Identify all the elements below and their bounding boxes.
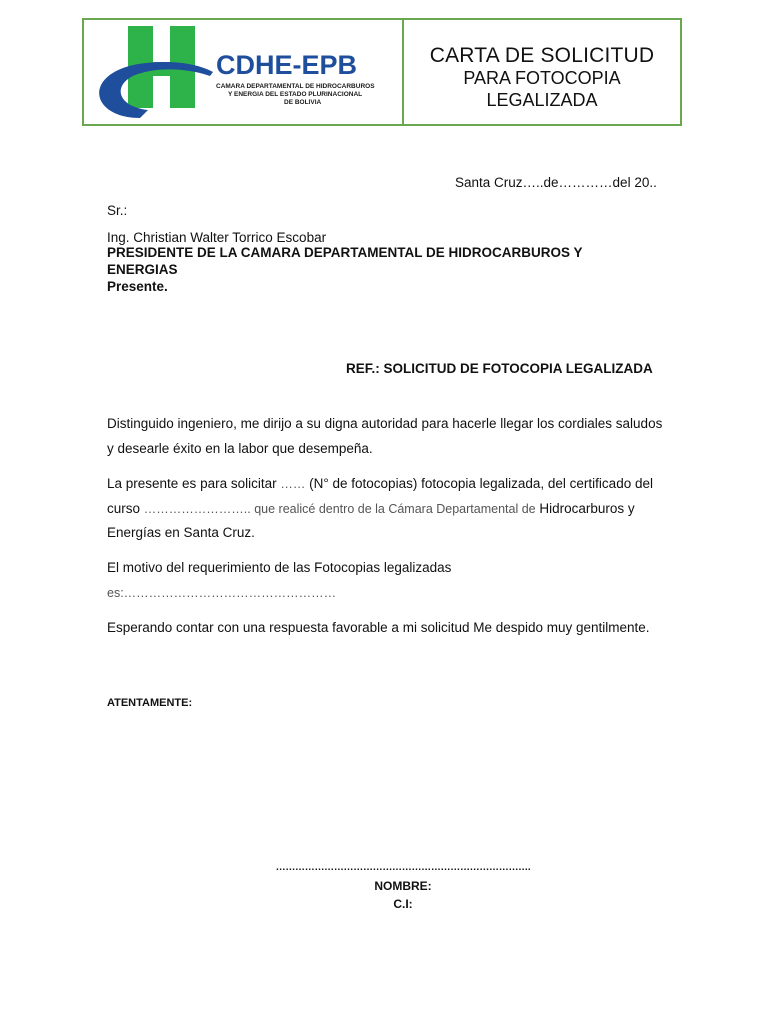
recipient-title-2: ENERGIAS xyxy=(107,262,178,277)
p2-text-b: (N° de fotocopias) fotocopia legalizada, del certificado del curso xyxy=(107,476,653,516)
cdhe-logo xyxy=(88,22,400,122)
logo-subtitle-2: Y ENERGIA DEL ESTADO PLURINACIONAL xyxy=(228,91,363,98)
signature-line: ……………………………………………………………………. xyxy=(275,862,531,873)
recipient-title-1: PRESIDENTE DE LA CAMARA DEPARTAMENTAL DE HIDROCARBUROS Y xyxy=(107,245,583,260)
p3-text-a: El motivo del requerimiento de las Fotocopias legalizadas xyxy=(107,560,452,575)
salutation: Sr.: xyxy=(107,203,128,218)
p2-text-c: Hidrocarburos y Energías en Santa Cruz. xyxy=(107,500,635,540)
title-line-2: PARA FOTOCOPIA xyxy=(463,68,621,88)
reference-line: REF.: SOLICITUD DE FOTOCOPIA LEGALIZADA xyxy=(346,361,653,376)
logo-subtitle-3: DE BOLIVIA xyxy=(284,99,322,106)
paragraph-1: Distinguido ingeniero, me dirijo a su digna autoridad para hacerle llegar los cordiales saludos y desearle éxito en la labor que desempeña. xyxy=(107,416,663,456)
paragraph-4: Esperando contar con una respuesta favorable a mi solicitud Me despido muy gentilmente. xyxy=(107,620,650,635)
title-line-3: LEGALIZADA xyxy=(486,90,598,110)
closing: ATENTAMENTE: xyxy=(107,697,193,709)
paragraph-2 xyxy=(107,472,667,546)
logo-subtitle-1: CAMARA DEPARTAMENTAL DE HIDROCARBUROS xyxy=(216,83,375,90)
p3-reason-blank: es:…………………………………………… xyxy=(107,585,337,600)
title-line-1: CARTA DE SOLICITUD xyxy=(429,44,655,67)
date-line: Santa Cruz…..de…………del 20.. xyxy=(455,175,657,190)
paragraph-3 xyxy=(107,556,667,605)
recipient-presente: Presente. xyxy=(107,279,168,294)
recipient-name: Ing. Christian Walter Torrico Escobar xyxy=(107,230,327,245)
letterhead xyxy=(82,18,682,126)
p2-text-a: La presente es para solicitar xyxy=(107,476,277,491)
signature-ci: C.I: xyxy=(393,897,413,911)
document-title xyxy=(404,20,680,124)
logo-acronym: CDHE-EPB xyxy=(216,50,358,80)
p2-course-blank: …………………….. que realicé dentro de la Cámara Departamental de xyxy=(143,501,536,516)
signature-nombre: NOMBRE: xyxy=(374,879,432,893)
logo-cell xyxy=(84,20,404,124)
p2-count-blank: …… xyxy=(280,477,306,491)
